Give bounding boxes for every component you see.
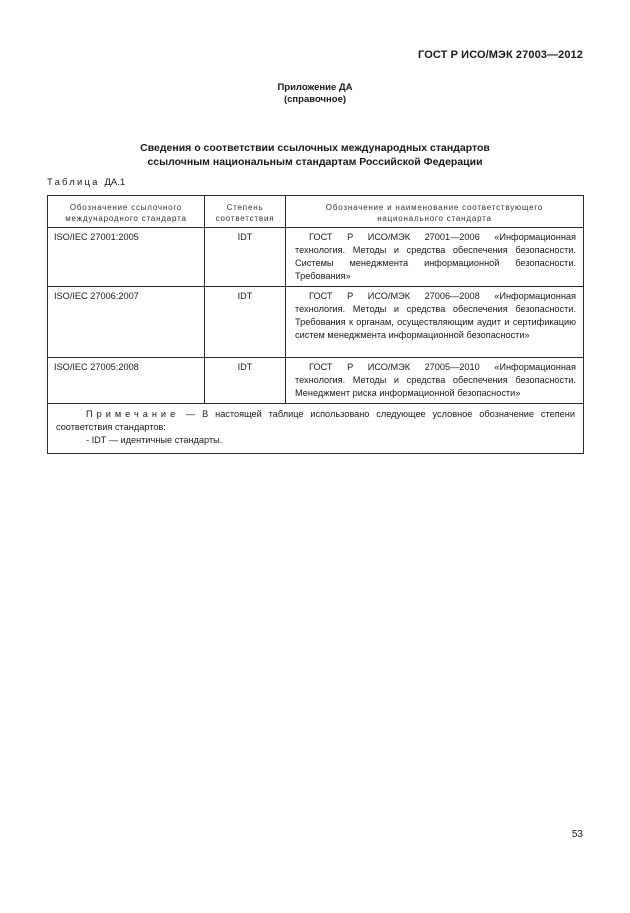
table-header-row — [48, 196, 584, 228]
table-caption — [47, 177, 125, 188]
correspondence-table — [47, 195, 584, 454]
table-row — [48, 228, 584, 287]
cell-degree: IDT — [205, 287, 286, 358]
section-heading-line2: ссылочным национальным стандартам Российской Федерации — [147, 156, 483, 168]
column-header-degree: Степень соответствия — [205, 196, 286, 228]
document-header: ГОСТ Р ИСО/МЭК 27003—2012 — [418, 49, 583, 61]
page-number: 53 — [571, 829, 583, 840]
table-caption-number: ДА.1 — [104, 177, 126, 188]
section-heading-line1: Сведения о соответствии ссылочных международных стандартов — [140, 142, 490, 154]
note-item: - IDT — идентичные стандарты. — [86, 435, 223, 445]
cell-degree: IDT — [205, 228, 286, 287]
cell-degree: IDT — [205, 358, 286, 404]
note-label: Примечание — [86, 409, 180, 419]
table-caption-label: Таблица — [47, 177, 100, 188]
cell-intl-standard: ISO/IEC 27001:2005 — [48, 228, 205, 287]
table-note — [48, 404, 584, 454]
cell-intl-standard: ISO/IEC 27005:2008 — [48, 358, 205, 404]
annex-status: (справочное) — [283, 94, 347, 105]
column-header-national: Обозначение и наименование соответствующего национального стандарта — [286, 196, 584, 228]
cell-national-standard: ГОСТ Р ИСО/МЭК 27005—2010 «Информационная технология. Методы и средства обеспечения безопасности. Менеджмент риска информационной безопасности» — [286, 358, 584, 404]
table-row — [48, 287, 584, 358]
cell-intl-standard: ISO/IEC 27006:2007 — [48, 287, 205, 358]
note-text: — В настоящей таблице использовано следующее условное обозначение степени соответствия стандартов: — [56, 409, 575, 432]
cell-national-standard: ГОСТ Р ИСО/МЭК 27001—2006 «Информационная технология. Методы и средства обеспечения безопасности. Системы менеджмента информационной безопасности. Требования» — [286, 228, 584, 287]
annex-title: Приложение ДА — [277, 82, 353, 93]
cell-national-standard: ГОСТ Р ИСО/МЭК 27006—2008 «Информационная технология. Методы и средства обеспечения безопасности. Требования к органам, осуществляющим аудит и сертификацию систем менеджмента информационной безопасности» — [286, 287, 584, 358]
table-note-row — [48, 404, 584, 454]
column-header-intl: Обозначение ссылочного международного стандарта — [48, 196, 205, 228]
table-row — [48, 358, 584, 404]
